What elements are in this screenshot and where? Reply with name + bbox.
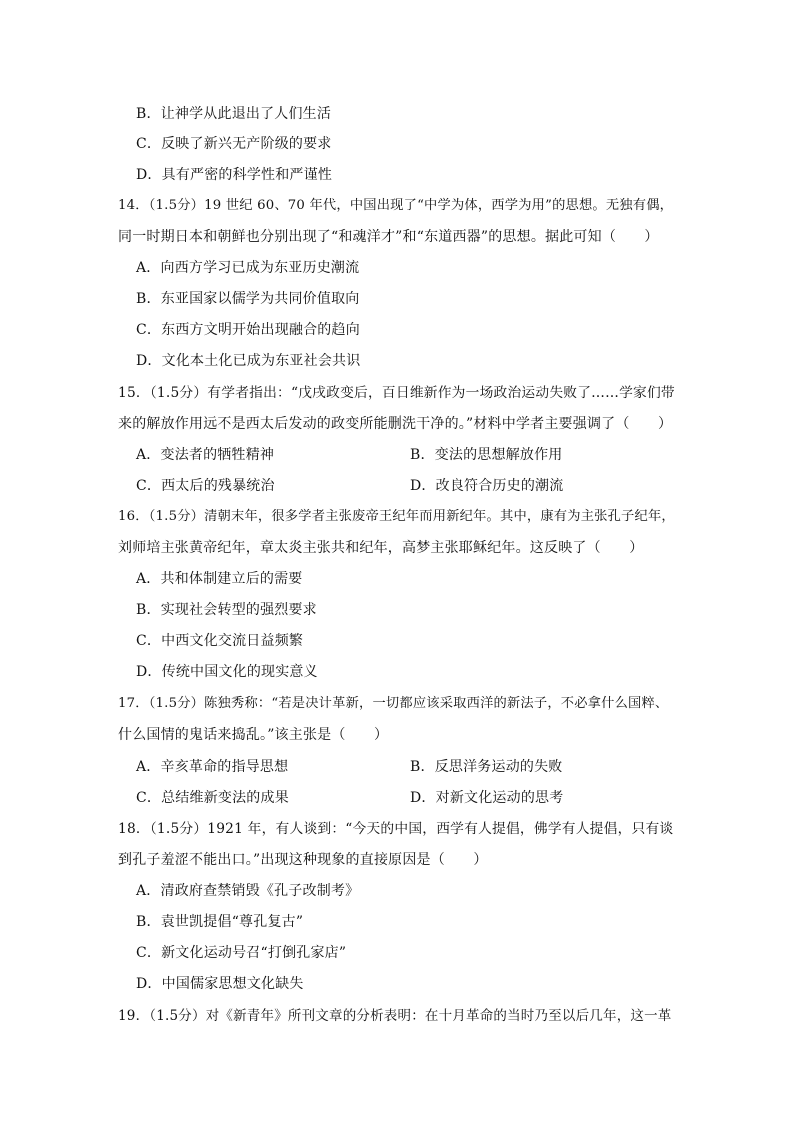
q14-option-c: C．东西方文明开始出现融合的趋向 [136, 322, 360, 338]
q16-stem-line-2: 刘师培主张黄帝纪年，章太炎主张共和纪年，高梦主张耶稣纪年。这反映了（ ） [118, 540, 644, 556]
q13-option-d: D．具有严密的科学性和严谨性 [136, 167, 333, 183]
q18-option-b: B．袁世凯提倡“尊孔复古” [136, 914, 304, 930]
q18-stem-line-2: 到孔子羞涩不能出口。”出现这种现象的直接原因是（ ） [118, 852, 488, 868]
q15-option-a: A．变法者的牺牲精神 [136, 447, 275, 463]
q17-option-a: A．辛亥革命的指导思想 [136, 759, 289, 775]
q19-stem-line-1: 19．（1.5分）对《新青年》所刊文章的分析表明：在十月革命的当时乃至以后几年，这一革 [118, 1008, 672, 1024]
q17-stem-line-2: 什么国情的鬼话来捣乱。”该主张是（ ） [118, 727, 389, 743]
q18-option-d: D．中国儒家思想文化缺失 [136, 976, 304, 992]
q13-option-c: C．反映了新兴无产阶级的要求 [136, 136, 332, 152]
q14-stem-line-1: 14．（1.5分）19 世纪 60、70 年代，中国出现了“中学为体，西学为用”的思想。无独有偶， [118, 198, 674, 213]
q16-option-c: C．中西文化交流日益频繁 [136, 633, 304, 649]
q16-stem-line-1: 16．（1.5分）清朝末年，很多学者主张废帝王纪年而用新纪年。其中，康有为主张孔子纪年， [118, 509, 675, 524]
q15-option-c: C．西太后的残暴统治 [136, 478, 275, 494]
q17-option-c: C．总结维新变法的成果 [136, 790, 289, 806]
q15-stem-line-2: 来的解放作用远不是西太后发动的政变所能删洗干净的。”材料中学者主要强调了（ ） [118, 416, 673, 432]
q18-option-c: C．新文化运动号召“打倒孔家店” [136, 945, 347, 961]
q15-option-b: B．变法的思想解放作用 [410, 447, 563, 463]
q14-stem-line-2: 同一时期日本和朝鲜也分别出现了“和魂洋才”和“东道西器”的思想。据此可知（ ） [118, 229, 659, 245]
q18-option-a: A．清政府查禁销毁《孔子改制考》 [136, 883, 360, 899]
q17-option-b: B．反思洋务运动的失败 [410, 759, 563, 775]
q13-option-b: B．让神学从此退出了人们生活 [136, 106, 332, 122]
q15-option-d: D．改良符合历史的潮流 [410, 478, 564, 494]
q16-option-d: D．传统中国文化的现实意义 [136, 664, 318, 680]
q15-stem-line-1: 15．（1.5分）有学者指出：“戊戌政变后，百日维新作为一场政治运动失败了……学家们带 [118, 385, 675, 401]
q14-option-b: B．东亚国家以儒学为共同价值取向 [136, 291, 360, 307]
q16-option-b: B．实现社会转型的强烈要求 [136, 602, 317, 618]
q14-option-a: A．向西方学习已成为东亚历史潮流 [136, 260, 360, 276]
q18-stem-line-1: 18．（1.5分）1921 年，有人谈到：“今天的中国，西学有人提倡，佛学有人提倡，只有谈 [118, 821, 674, 837]
q17-stem-line-1: 17．（1.5分）陈独秀称：“若是决计革新，一切都应该采取西洋的新法子，不必拿什么国粹、 [118, 696, 669, 711]
q16-option-a: A．共和体制建立后的需要 [136, 571, 303, 587]
q17-option-d: D．对新文化运动的思考 [410, 790, 564, 806]
q14-option-d: D．文化本土化已成为东亚社会共识 [136, 353, 361, 369]
